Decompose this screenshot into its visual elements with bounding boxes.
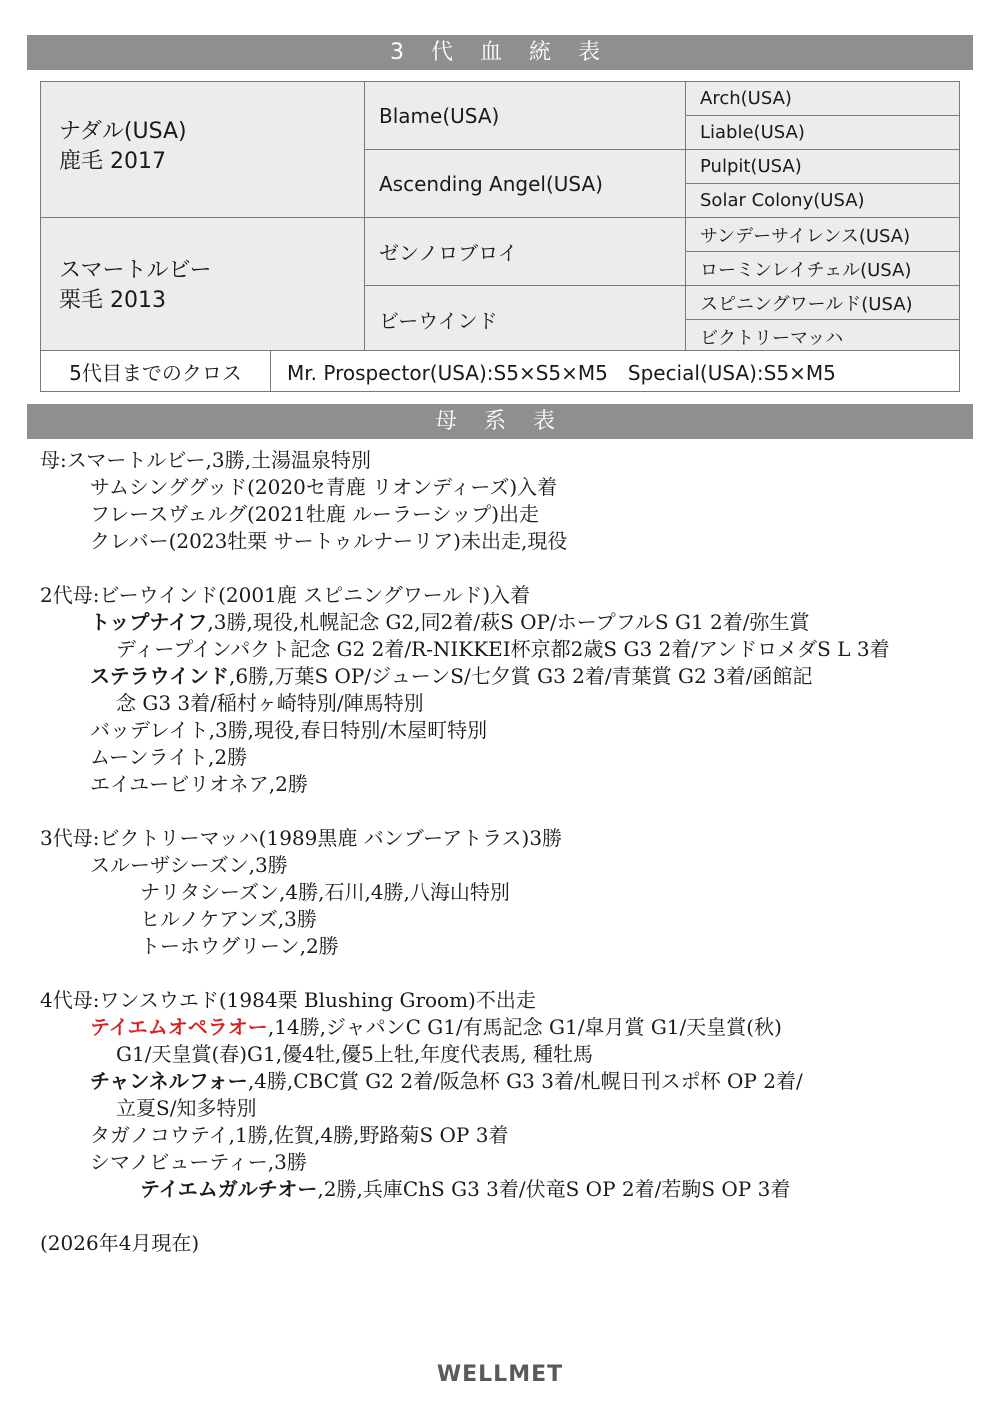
sire-cell — [41, 82, 365, 218]
fourth-dam-line: 4代母:ワンスウエド(1984栗 Blushing Groom)不出走 — [40, 988, 536, 1012]
dam-dam-dam: ビクトリーマッハ — [686, 320, 960, 354]
sire-name: ナダル(USA) — [59, 118, 187, 144]
operao-line: テイエムオペラオー,14勝,ジャパンC G1/有馬記念 G1/皐月賞 G1/天皇賞(秋) — [90, 1015, 782, 1039]
channel-line-2: 立夏S/知多特別 — [116, 1096, 257, 1120]
second-dam-foal: バッデレイト,3勝,現役,春日特別/木屋町特別 — [90, 718, 488, 742]
topknife-line-2: ディープインパクト記念 G2 2着/R-NIKKEI杯京都2歳S G3 2着/アンドロメダS L 3着 — [116, 637, 890, 661]
channel-name: チャンネルフォー — [90, 1069, 248, 1093]
shimano-line: シマノビューティー,3勝 — [90, 1150, 307, 1174]
dam-name: スマートルビー — [59, 257, 212, 283]
sire-info: 鹿毛 2017 — [59, 148, 166, 174]
as-of-date: (2026年4月現在) — [40, 1231, 200, 1255]
topknife-line: トップナイフ,3勝,現役,札幌記念 G2,同2着/萩S OP/ホープフルS G1 2着/弥生賞 — [90, 610, 810, 634]
sire-sire-dam: Liable(USA) — [686, 116, 960, 150]
third-dam-foal: スルーザシーズン,3勝 — [90, 853, 288, 877]
dam-dam-sire: スピニングワールド(USA) — [686, 286, 960, 320]
third-dam-grandfoal: ナリタシーズン,4勝,石川,4勝,八海山特別 — [140, 880, 510, 904]
dam-dam: ビーウインド — [365, 286, 686, 354]
cross-label: 5代目までのクロス — [41, 351, 271, 392]
second-dam-foal: ムーンライト,2勝 — [90, 745, 248, 769]
third-dam-line: 3代母:ビクトリーマッハ(1989黒鹿 バンブーアトラス)3勝 — [40, 826, 563, 850]
cross-value: Mr. Prospector(USA):S5×S5×M5 Special(USA):S5×M5 — [271, 351, 960, 392]
wellmet-logo: WELLMET — [436, 1362, 564, 1387]
family-list — [40, 447, 970, 1257]
dam-cell — [41, 218, 365, 354]
dam-foal: サムシンググッド(2020セ青鹿 リオンディーズ)入着 — [90, 475, 558, 499]
second-dam-line: 2代母:ビーウインド(2001鹿 スピニングワールド)入着 — [40, 583, 531, 607]
pedigree-table — [40, 81, 960, 354]
dam-sire-dam: ローミンレイチェル(USA) — [686, 252, 960, 286]
dam-info: 栗毛 2013 — [59, 287, 166, 313]
dam-sire: ゼンノロブロイ — [365, 218, 686, 286]
garchio-name: テイエムガルチオー — [140, 1177, 318, 1201]
garchio-line: テイエムガルチオー,2勝,兵庫ChS G3 3着/伏竜S OP 2着/若駒S OP 3着 — [140, 1177, 791, 1201]
stellawind-name: ステラウインド — [90, 664, 229, 688]
dam-line: 母:スマートルビー,3勝,土湯温泉特別 — [40, 448, 371, 472]
second-dam-foal: エイユービリオネア,2勝 — [90, 772, 308, 796]
sire-sire-sire: Arch(USA) — [686, 82, 960, 116]
dam-foal: フレースヴェルグ(2021牡鹿 ルーラーシップ)出走 — [90, 502, 540, 526]
operao-name: テイエムオペラオー — [90, 1015, 268, 1039]
sire-dam: Ascending Angel(USA) — [365, 150, 686, 218]
third-dam-grandfoal: ヒルノケアンズ,3勝 — [140, 907, 317, 931]
tagano-line: タガノコウテイ,1勝,佐賀,4勝,野路菊S OP 3着 — [90, 1123, 509, 1147]
family-header: 母 系 表 — [27, 404, 973, 439]
operao-line-2: G1/天皇賞(春)G1,優4牡,優5上牡,年度代表馬, 種牡馬 — [116, 1042, 593, 1066]
sire-dam-dam: Solar Colony(USA) — [686, 184, 960, 218]
sire-dam-sire: Pulpit(USA) — [686, 150, 960, 184]
third-dam-grandfoal: トーホウグリーン,2勝 — [140, 934, 339, 958]
stellawind-line: ステラウインド,6勝,万葉S OP/ジューンS/七夕賞 G3 2着/青葉賞 G2 3着/函館記 — [90, 664, 813, 688]
dam-sire-sire: サンデーサイレンス(USA) — [686, 218, 960, 252]
sire-sire: Blame(USA) — [365, 82, 686, 150]
channel-line: チャンネルフォー,4勝,CBC賞 G2 2着/阪急杯 G3 3着/札幌日刊スポ杯 OP 2着/ — [90, 1069, 803, 1093]
topknife-name: トップナイフ — [90, 610, 208, 634]
inbreeding-cross-row — [40, 350, 960, 392]
dam-foal: クレバー(2023牡栗 サートゥルナーリア)未出走,現役 — [90, 529, 568, 553]
stellawind-line-2: 念 G3 3着/稲村ヶ崎特別/陣馬特別 — [116, 691, 424, 715]
pedigree-header: 3 代 血 統 表 — [27, 35, 973, 70]
